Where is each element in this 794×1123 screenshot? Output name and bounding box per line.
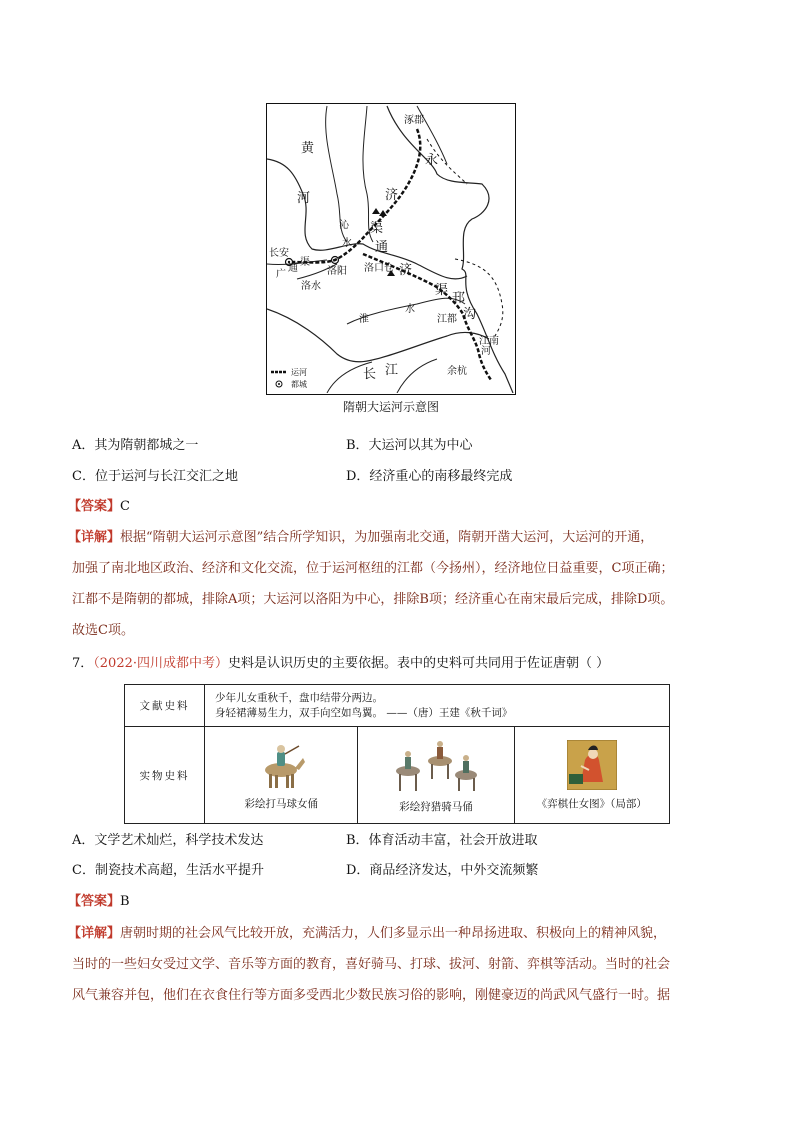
- label-qin: 沁: [339, 220, 349, 231]
- label-yuhang: 余杭: [447, 366, 467, 377]
- q7-option-d: D．商品经济发达，中外交流频繁: [346, 863, 539, 878]
- label-han: 邗: [452, 291, 466, 306]
- label-luokoucang: 洛口仓: [364, 263, 394, 274]
- artifact-go-painting: [514, 727, 669, 824]
- artifact-polo-figurine: [205, 727, 358, 824]
- label-jiang: 江: [385, 363, 399, 378]
- detail-line: 当时的一些妇女受过文学、音乐等方面的教育，喜好骑马、打球、拔河、射箭、弈棋等活动。当时的社会: [72, 957, 671, 972]
- label-huai: 淮: [359, 314, 369, 325]
- map-caption: 隋朝大运河示意图: [342, 400, 439, 414]
- label-yong: 永: [425, 153, 439, 168]
- poem-cell: [205, 685, 670, 727]
- label-shui2: 水: [405, 304, 415, 315]
- detail-line: 加强了南北地区政治、经济和文化交流，位于运河枢纽的江都（今扬州），经济地位日益重要，C项正确；: [72, 561, 674, 576]
- artifact-hunting-figurines: [358, 727, 514, 824]
- detail-label: 【详解】: [68, 530, 121, 545]
- answer-label: 【答案】: [68, 499, 121, 514]
- label-ji2: 济: [399, 263, 413, 278]
- q6-option-d: D．经济重心的南移最终完成: [346, 469, 513, 484]
- q7-number: 7．: [72, 656, 94, 671]
- answer-value: B: [120, 894, 130, 909]
- q6-detail: [68, 522, 728, 646]
- label-chang: 长: [363, 367, 377, 382]
- q6-option-b: B．大运河以其为中心: [346, 438, 473, 453]
- label-tong: 通: [375, 240, 389, 255]
- label-qu2: 渠: [435, 283, 449, 298]
- q7-detail: [68, 918, 728, 1011]
- legend-canal-label: 运河: [291, 368, 307, 377]
- label-zhuojun: 涿郡: [404, 115, 424, 126]
- label-he-small: 河: [481, 346, 491, 357]
- label-gou: 沟: [463, 307, 477, 322]
- poem-line: 少年儿女重秋千，盘巾结带分两边。: [215, 691, 384, 704]
- label-luoyang: 洛阳: [327, 266, 347, 277]
- detail-label: 【详解】: [68, 926, 121, 941]
- canal-map-drawing: [267, 104, 514, 393]
- label-jiangdu: 江都: [437, 314, 457, 325]
- detail-line: 风气兼容并包，他们在衣食住行等方面多受西北少数民族习俗的影响，刚健豪迈的尚武风气盛行一时。据: [72, 988, 671, 1003]
- detail-line: 唐朝时期的社会风气比较开放，充满活力，人们多显示出一种昂扬进取、积极向上的精神风貌，: [120, 926, 667, 941]
- label-qu: 渠: [370, 221, 384, 236]
- polo-horse-figurine-image: [255, 740, 307, 790]
- label-qu-small: 渠: [300, 257, 310, 268]
- artifact-caption: 《弈棋仕女图》（局部）: [536, 797, 647, 810]
- q7-stem: [72, 654, 609, 674]
- label-shui: 水: [342, 238, 352, 249]
- row-label-documents: 文献史料: [125, 685, 205, 727]
- q7-source-table: [124, 684, 670, 824]
- q7-answer: [68, 892, 130, 912]
- artifact-caption: 彩绘打马球女俑: [244, 797, 318, 810]
- q6-answer: [68, 497, 130, 517]
- q7-stem-text: 史料是认识历史的主要依据。表中的史料可共同用于佐证唐朝（ ）: [228, 656, 610, 671]
- label-guang: 广: [276, 269, 286, 280]
- hunting-horse-figurines-image: [388, 737, 484, 793]
- artifact-caption: 彩绘狩猎骑马俑: [399, 800, 473, 813]
- granary-icon: [372, 208, 387, 216]
- label-huang: 黄: [301, 141, 315, 156]
- detail-line: 江都不是隋朝的都城，排除A项；大运河以洛阳为中心，排除B项；经济重心在南宋最后完成，排除D项。: [72, 592, 674, 607]
- poem-line: 身轻裙薄易生力，双手向空如鸟翼。 ——（唐）王建《秋千词》: [215, 706, 513, 719]
- q7-option-b: B．体育活动丰富，社会开放进取: [346, 833, 538, 848]
- q6-option-c: C．位于运河与长江交汇之地: [72, 469, 238, 484]
- q7-option-c: C．制瓷技术高超，生活水平提升: [72, 863, 264, 878]
- q7-option-a: A．文学艺术灿烂，科学技术发达: [72, 833, 264, 848]
- canal-map: [266, 103, 516, 395]
- legend-capital-label: 都城: [291, 380, 307, 389]
- label-changan: 长安: [269, 248, 289, 259]
- q6-option-a: A．其为隋朝都城之一: [72, 438, 199, 453]
- label-luoshui: 洛水: [301, 281, 321, 292]
- answer-value: C: [120, 499, 130, 514]
- detail-line: 根据“隋朝大运河示意图”结合所学知识，为加强南北交通，隋朝开凿大运河，大运河的开通，: [120, 530, 654, 545]
- detail-line: 故选C项。: [72, 623, 134, 638]
- label-he: 河: [297, 191, 311, 206]
- row-label-artifacts: 实物史料: [125, 727, 205, 824]
- go-playing-lady-painting-image: [567, 740, 617, 790]
- label-ji: 济: [385, 188, 399, 203]
- q7-source: （2022·四川成都中考）: [93, 656, 228, 671]
- label-tong-small: 通: [288, 263, 298, 274]
- label-jiangnan: 江南: [479, 336, 499, 347]
- answer-label: 【答案】: [68, 894, 121, 909]
